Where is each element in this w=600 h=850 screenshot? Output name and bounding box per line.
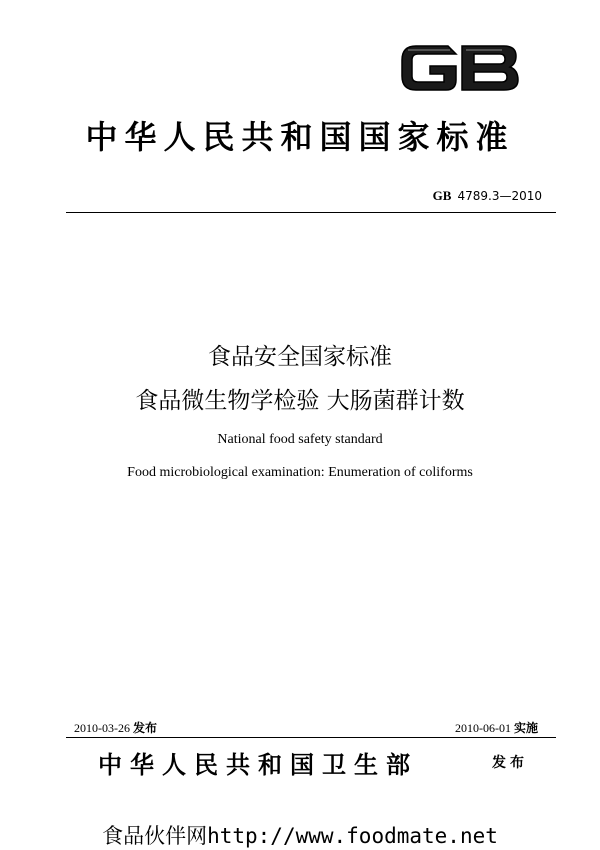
standard-number	[433, 188, 542, 204]
cn-title-line-2: 食品微生物学检验 大肠菌群计数	[135, 388, 465, 414]
gb-logo	[398, 38, 522, 98]
en-title-line-2: Food microbiological examination: Enumeration of coliforms	[127, 465, 473, 480]
implementation-date-value: 2010-06-01	[454, 721, 511, 735]
implementation-date-label: 实施	[513, 721, 538, 735]
issue-date-label: 发布	[133, 721, 158, 735]
issuer-action: 发布	[492, 755, 528, 771]
issue-date	[74, 719, 157, 736]
en-title-line-1: National food safety standard	[217, 432, 383, 447]
bottom-divider	[66, 737, 556, 738]
watermark: 食品伙伴网http://www.foodmate.net	[102, 824, 498, 848]
top-divider	[66, 212, 556, 213]
issuer-name: 中华人民共和国卫生部	[98, 750, 418, 779]
implementation-date	[455, 719, 538, 736]
issue-date-value: 2010-03-26	[74, 721, 130, 735]
standard-number-value: 4789.3—2010	[457, 189, 542, 203]
national-standard-title: 中华人民共和国国家标准	[85, 118, 515, 156]
cn-title-line-1: 食品安全国家标准	[208, 344, 392, 370]
standard-prefix: GB	[432, 188, 452, 203]
